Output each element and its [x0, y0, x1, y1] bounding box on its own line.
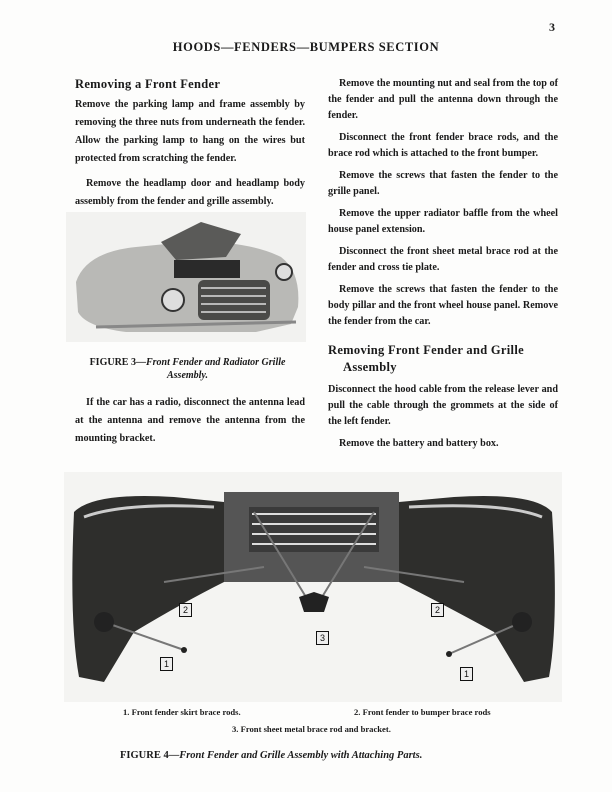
figure-4-label: FIGURE 4— [120, 750, 180, 761]
figure-3-label: FIGURE 3— [89, 357, 146, 368]
figure-4-caption [120, 749, 422, 762]
paragraph: If the car has a radio, disconnect the antenna lead at the antenna and remove the antenna from the mounting bracket. [75, 397, 305, 444]
paragraph: Remove the parking lamp and frame assembly by removing the three nuts from underneath the fender. Allow the parking lamp to hang on the wires but protected from scratching the fender. [75, 99, 305, 164]
figure-3-photo [66, 212, 306, 342]
page-number: 3 [549, 20, 555, 34]
right-column-text [328, 76, 558, 458]
paragraph: Remove the battery and battery box. [339, 438, 499, 449]
callout-1-right: 1 [460, 667, 473, 681]
heading-line: Assembly [343, 360, 397, 374]
paragraph: Remove the screws that fasten the fender to the grille panel. [328, 170, 558, 197]
heading-line: Removing Front Fender and Grille [328, 343, 524, 357]
left-column-text [75, 96, 305, 211]
heading-removing-front-fender: Removing a Front Fender [75, 77, 221, 91]
callout-1-left: 1 [160, 657, 173, 671]
callout-3: 3 [316, 631, 329, 645]
figure-4-title: Front Fender and Grille Assembly with Attaching Parts. [179, 750, 423, 761]
section-title: HOODS—FENDERS—BUMPERS SECTION [172, 40, 440, 54]
legend-item-3: 3. Front sheet metal brace rod and bracket. [232, 724, 391, 734]
legend-item-1: 1. Front fender skirt brace rods. [123, 707, 241, 717]
paragraph: Remove the upper radiator baffle from the wheel house panel extension. [328, 208, 558, 235]
callout-2-right: 2 [431, 603, 444, 617]
paragraph: Remove the headlamp door and headlamp body assembly from the fender and grille assembly. [75, 178, 305, 207]
figure-3-title: Front Fender and Radiator Grille Assembly. [145, 357, 286, 381]
figure-3-caption [70, 356, 305, 382]
paragraph: Remove the mounting nut and seal from the top of the fender and pull the antenna down through the fender. [328, 78, 558, 121]
paragraph: Disconnect the front fender brace rods, and the brace rod which is attached to the front bumper. [328, 132, 558, 159]
legend-item-2: 2. Front fender to bumper brace rods [354, 707, 491, 717]
paragraph: Disconnect the front sheet metal brace rod at the fender and cross tie plate. [328, 246, 558, 273]
figure-4-photo [64, 472, 562, 702]
paragraph: Disconnect the hood cable from the release lever and pull the cable through the grommets at the side of the left fender. [328, 384, 558, 427]
heading-removing-fender-grille [328, 342, 558, 376]
callout-2-left: 2 [179, 603, 192, 617]
paragraph: Remove the screws that fasten the fender to the body pillar and the front wheel house panel. Remove the fender from the car. [328, 284, 558, 327]
